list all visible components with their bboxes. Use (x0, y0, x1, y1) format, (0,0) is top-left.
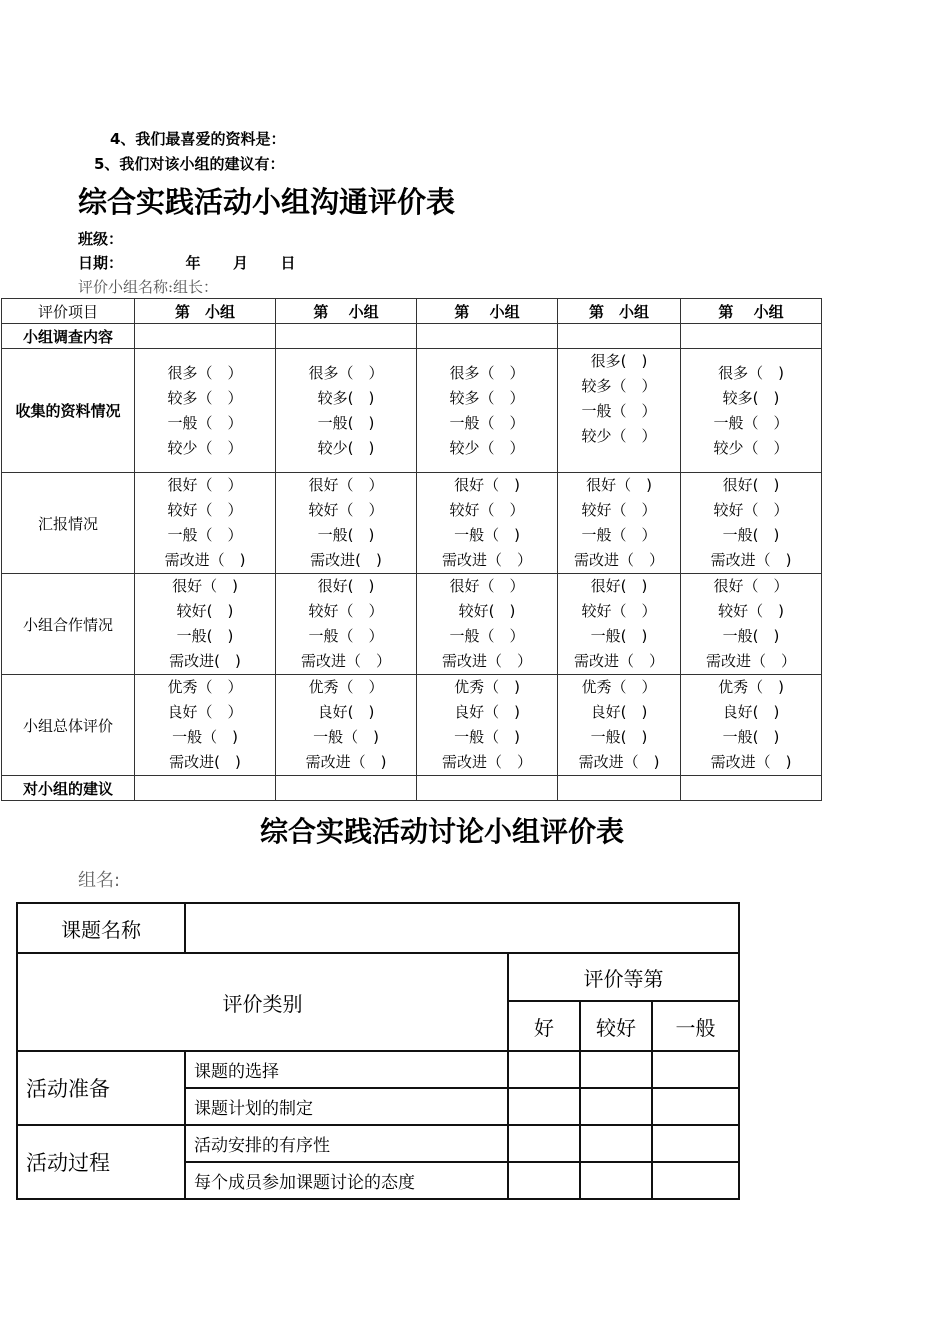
content-cell[interactable] (276, 324, 417, 349)
option[interactable]: 很好（ ） (167, 476, 243, 494)
option[interactable]: 很好（ ） (308, 476, 384, 494)
options-cell (276, 349, 417, 473)
option[interactable]: 一般（ ) (454, 728, 520, 746)
options-cell (135, 675, 276, 776)
grade-cell[interactable] (508, 1051, 580, 1088)
option[interactable]: 良好( ) (590, 703, 648, 721)
options-cell (276, 574, 417, 675)
option[interactable]: 很好( ) (722, 476, 780, 494)
option[interactable]: 较多（ ） (449, 388, 525, 407)
options-cell (558, 675, 681, 776)
row-label-report: 汇报情况 (2, 473, 135, 574)
option[interactable]: 一般（ ） (167, 413, 243, 432)
header-group-4: 第 小组 (558, 299, 681, 324)
option[interactable]: 很好( ) (317, 577, 375, 595)
option[interactable]: 一般( ) (590, 728, 648, 746)
suggest-cell[interactable] (558, 776, 681, 801)
option[interactable]: 较好（ ) (718, 602, 784, 620)
options-cell (558, 574, 681, 675)
row-label-collect: 收集的资料情况 (2, 349, 135, 473)
suggest-cell[interactable] (681, 776, 822, 801)
option[interactable]: 一般( ) (590, 627, 648, 645)
options-cell (276, 675, 417, 776)
item-label: 课题计划的制定 (185, 1088, 508, 1125)
header-eval-item: 评价项目 (2, 299, 135, 324)
option[interactable]: 需改进（ ) (710, 551, 792, 569)
options-cell (681, 574, 822, 675)
date-month: 月 (232, 254, 248, 272)
row-label-overall: 小组总体评价 (2, 675, 135, 776)
option[interactable]: 较少( ) (317, 438, 375, 457)
option[interactable]: 较好（ ） (308, 602, 384, 620)
option[interactable]: 较少（ ） (449, 438, 525, 457)
form1-title: 综合实践活动小组沟通评价表 (78, 185, 456, 219)
date-line (78, 252, 295, 273)
option[interactable]: 一般（ ） (581, 402, 657, 420)
overall-row (2, 675, 822, 776)
option[interactable]: 较好（ ） (581, 501, 657, 519)
option[interactable]: 需改进（ ） (441, 753, 532, 771)
collect-row (2, 349, 822, 473)
grade-cell[interactable] (508, 1125, 580, 1162)
suggest-cell[interactable] (135, 776, 276, 801)
class-label: 班级： (78, 230, 124, 248)
header-group-1: 第 小组 (135, 299, 276, 324)
options-cell (681, 675, 822, 776)
option[interactable]: 很多（ ） (308, 363, 384, 382)
section-name-prep: 活动准备 (17, 1051, 185, 1125)
option[interactable]: 较多( ) (317, 388, 375, 407)
grade-cell[interactable] (652, 1162, 739, 1199)
option[interactable]: 一般( ) (722, 627, 780, 645)
option[interactable]: 需改进（ ） (300, 652, 391, 670)
suggest-row (2, 776, 822, 801)
row-label-content: 小组调查内容 (2, 324, 135, 349)
option[interactable]: 需改进（ ） (441, 551, 532, 569)
grade-average: 一般 (652, 1001, 739, 1051)
option[interactable]: 很好( ) (590, 577, 648, 595)
option[interactable]: 较好（ ） (581, 602, 657, 620)
group-name-line: 评价小组名称:组长： (78, 278, 219, 296)
option[interactable]: 需改进（ ) (164, 551, 246, 569)
option[interactable]: 较多（ ） (167, 388, 243, 407)
option[interactable]: 需改进( ) (169, 652, 241, 670)
option[interactable]: 较多( ) (722, 388, 780, 407)
grade-cell[interactable] (508, 1088, 580, 1125)
category-header-row (17, 953, 739, 1001)
category-label: 评价类别 (17, 953, 508, 1051)
option[interactable]: 很多（ ) (718, 363, 784, 382)
option[interactable]: 一般( ) (722, 526, 780, 544)
content-row (2, 324, 822, 349)
option[interactable]: 一般( ) (176, 627, 234, 645)
option[interactable]: 一般（ ） (449, 413, 525, 432)
suggest-cell[interactable] (417, 776, 558, 801)
options-cell (417, 349, 558, 473)
options-cell (135, 349, 276, 473)
option[interactable]: 一般（ ) (172, 728, 238, 746)
option[interactable]: 较少（ ） (581, 427, 657, 445)
option[interactable]: 较好( ) (176, 602, 234, 620)
topic-label: 课题名称 (17, 903, 185, 953)
header-group-3: 第 小组 (417, 299, 558, 324)
options-cell (681, 349, 822, 473)
topic-row (17, 903, 739, 953)
section-name-process: 活动过程 (17, 1125, 185, 1199)
report-row (2, 473, 822, 574)
grade-cell[interactable] (580, 1162, 652, 1199)
option[interactable]: 需改进( ) (310, 551, 382, 569)
options-cell (558, 349, 681, 473)
item-label: 每个成员参加课题讨论的态度 (185, 1162, 508, 1199)
grade-good: 好 (508, 1001, 580, 1051)
item-label: 活动安排的有序性 (185, 1125, 508, 1162)
option[interactable]: 需改进（ ） (573, 652, 664, 670)
option[interactable]: 一般（ ） (449, 627, 525, 645)
question-5: 5、我们对该小组的建议有： (94, 155, 285, 173)
options-cell (417, 574, 558, 675)
suggest-cell[interactable] (276, 776, 417, 801)
option[interactable]: 很多（ ） (449, 363, 525, 382)
option[interactable]: 很好（ ） (713, 577, 789, 595)
option[interactable]: 较少（ ） (167, 438, 243, 457)
option[interactable]: 很好（ ) (454, 476, 520, 494)
option[interactable]: 一般（ ） (713, 413, 789, 432)
grade-cell[interactable] (580, 1125, 652, 1162)
date-day: 日 (280, 254, 296, 272)
date-year: 年 (185, 254, 201, 272)
options-cell (135, 473, 276, 574)
option[interactable]: 很好（ ） (449, 577, 525, 595)
option[interactable]: 较好（ ） (713, 501, 789, 519)
row-label-coop: 小组合作情况 (2, 574, 135, 675)
row-label-suggest: 对小组的建议 (2, 776, 135, 801)
option[interactable]: 较好（ ） (308, 501, 384, 519)
option[interactable]: 需改进（ ) (305, 753, 387, 771)
content-cell[interactable] (135, 324, 276, 349)
option[interactable]: 较好（ ） (167, 501, 243, 519)
option[interactable]: 一般（ ） (581, 526, 657, 544)
header-row (2, 299, 822, 324)
grade-cell[interactable] (652, 1088, 739, 1125)
communication-eval-table (1, 298, 822, 801)
grade-cell[interactable] (652, 1125, 739, 1162)
item-label: 课题的选择 (185, 1051, 508, 1088)
option[interactable]: 一般（ ） (308, 627, 384, 645)
option[interactable]: 较多（ ） (581, 377, 657, 395)
option[interactable]: 一般( ) (722, 728, 780, 746)
option[interactable]: 需改进（ ） (705, 652, 796, 670)
options-cell (558, 473, 681, 574)
option[interactable]: 需改进( ) (169, 753, 241, 771)
option[interactable]: 一般( ) (317, 526, 375, 544)
option[interactable]: 较好（ ） (449, 501, 525, 519)
option[interactable]: 需改进（ ) (710, 753, 792, 771)
form2-title: 综合实践活动讨论小组评价表 (259, 815, 624, 848)
option[interactable]: 很好（ ) (172, 577, 238, 595)
content-cell[interactable] (558, 324, 681, 349)
option[interactable]: 优秀（ ） (581, 678, 657, 696)
date-label: 日期： (78, 254, 124, 272)
header-group-2: 第 小组 (276, 299, 417, 324)
option[interactable]: 一般（ ） (167, 526, 243, 544)
option[interactable]: 一般（ ) (313, 728, 379, 746)
grade-cell[interactable] (508, 1162, 580, 1199)
option[interactable]: 优秀（ ) (454, 678, 520, 696)
option[interactable]: 良好（ ） (167, 703, 243, 721)
options-cell (681, 473, 822, 574)
option[interactable]: 良好( ) (317, 703, 375, 721)
option[interactable]: 优秀（ ) (718, 678, 784, 696)
options-cell (417, 675, 558, 776)
option[interactable]: 需改进（ ) (578, 753, 660, 771)
content-cell[interactable] (417, 324, 558, 349)
section-row (17, 1125, 739, 1162)
option[interactable]: 很多（ ） (167, 363, 243, 382)
option[interactable]: 一般（ ) (454, 526, 520, 544)
option[interactable]: 良好（ ) (454, 703, 520, 721)
option[interactable]: 良好( ) (722, 703, 780, 721)
topic-input[interactable] (185, 903, 739, 953)
header-group-5: 第 小组 (681, 299, 822, 324)
option[interactable]: 优秀（ ） (167, 678, 243, 696)
option[interactable]: 一般( ) (317, 413, 375, 432)
content-cell[interactable] (681, 324, 822, 349)
options-cell (417, 473, 558, 574)
option[interactable]: 较好( ) (458, 602, 516, 620)
grade-cell[interactable] (580, 1088, 652, 1125)
grade-cell[interactable] (652, 1051, 739, 1088)
option[interactable]: 需改进（ ） (573, 551, 664, 569)
options-cell (135, 574, 276, 675)
grade-label: 评价等第 (508, 953, 739, 1001)
option[interactable]: 需改进（ ） (441, 652, 532, 670)
option[interactable]: 很好（ ) (586, 476, 652, 494)
coop-row (2, 574, 822, 675)
grade-fairly-good: 较好 (580, 1001, 652, 1051)
option[interactable]: 较少（ ） (713, 438, 789, 457)
section-row (17, 1051, 739, 1088)
options-cell (276, 473, 417, 574)
option[interactable]: 优秀（ ） (308, 678, 384, 696)
question-4: 4、我们最喜爱的资料是： (110, 130, 286, 148)
option[interactable]: 很多( ) (590, 352, 648, 370)
discussion-eval-table (16, 902, 740, 1200)
group-label: 组名: (78, 870, 121, 891)
grade-cell[interactable] (580, 1051, 652, 1088)
